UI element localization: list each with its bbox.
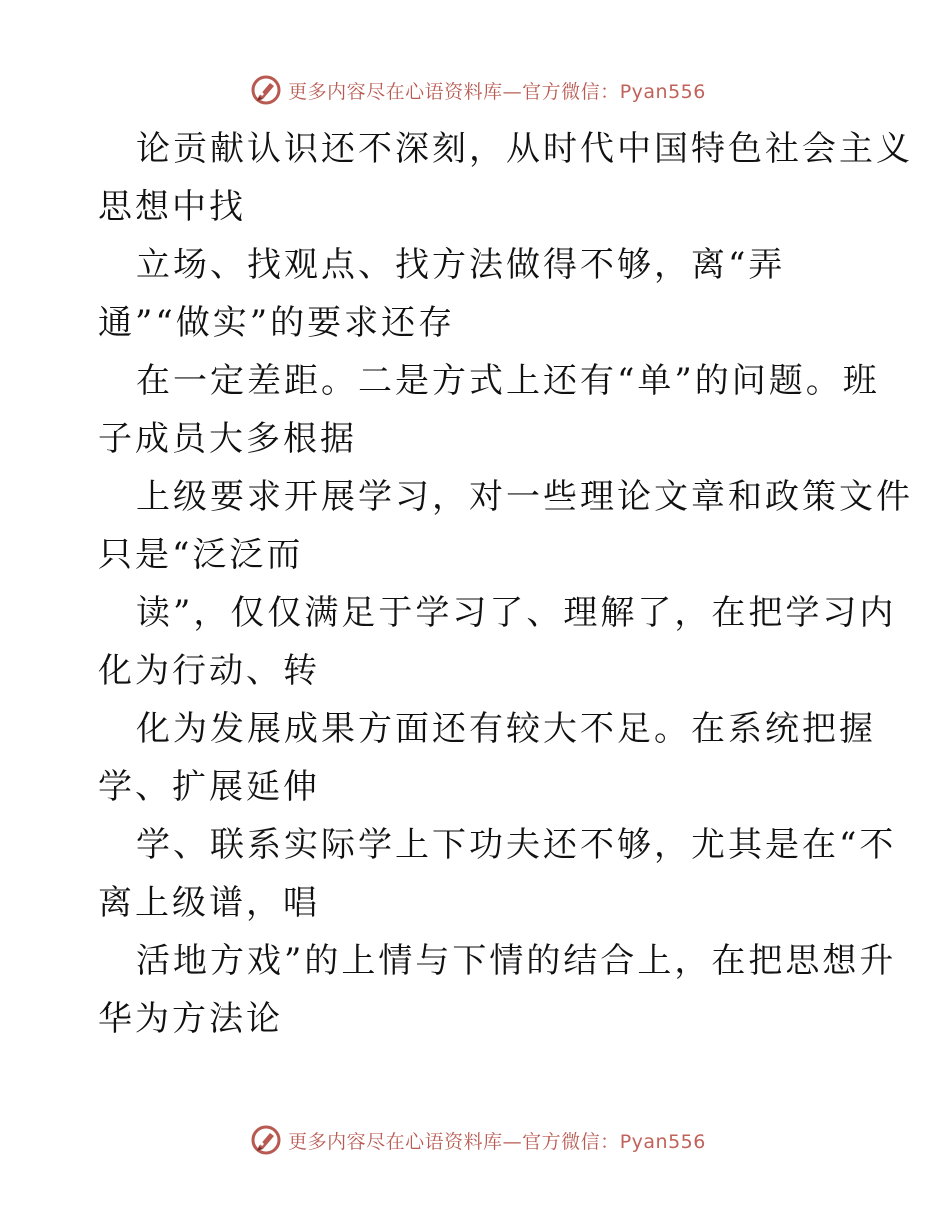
text-line: 化为发展成果方面还有较大不足。在系统把握 [136, 709, 876, 749]
footer-site-text: 更多内容尽在心语资料库 [288, 1130, 503, 1153]
text-line: 通”“做实”的要求还存 [98, 303, 456, 343]
footer-dash: — [502, 1130, 523, 1153]
text-line: 立场、找观点、找方法做得不够，离“弄 [136, 245, 786, 285]
text-line: 在一定差距。二是方式上还有“单”的问题。班 [136, 361, 880, 401]
footer-banner [0, 1120, 950, 1160]
text-line: 学、扩展延伸 [98, 767, 320, 807]
text-line: 离上级谱，唱 [98, 883, 320, 923]
header-watermark [288, 77, 706, 104]
header-banner [0, 70, 950, 110]
text-line: 活地方戏”的上情与下情的结合上，在把思想升 [136, 941, 897, 981]
header-wechat-id: Pyan556 [619, 80, 706, 103]
text-line: 读”，仅仅满足于学习了、理解了，在把学习内 [136, 593, 897, 633]
text-line: 化为行动、转 [98, 651, 320, 691]
footer-wechat-id: Pyan556 [619, 1130, 706, 1153]
header-wechat-label: 官方微信： [522, 80, 620, 103]
pen-logo-icon [250, 74, 282, 106]
text-line: 思想中找 [98, 187, 246, 227]
footer-watermark [288, 1127, 706, 1154]
text-line: 只是“泛泛而 [98, 535, 304, 575]
header-dash: — [502, 80, 523, 103]
document-body [98, 120, 913, 1048]
header-site-text: 更多内容尽在心语资料库 [288, 80, 503, 103]
text-line: 子成员大多根据 [98, 419, 357, 459]
text-line: 华为方法论 [98, 999, 283, 1039]
footer-wechat-label: 官方微信： [522, 1130, 620, 1153]
pen-logo-icon [250, 1124, 282, 1156]
text-line: 学、联系实际学上下功夫还不够，尤其是在“不 [136, 825, 897, 865]
text-line: 上级要求开展学习，对一些理论文章和政策文件 [136, 477, 913, 517]
text-line: 论贡献认识还不深刻，从时代中国特色社会主义 [136, 129, 913, 169]
